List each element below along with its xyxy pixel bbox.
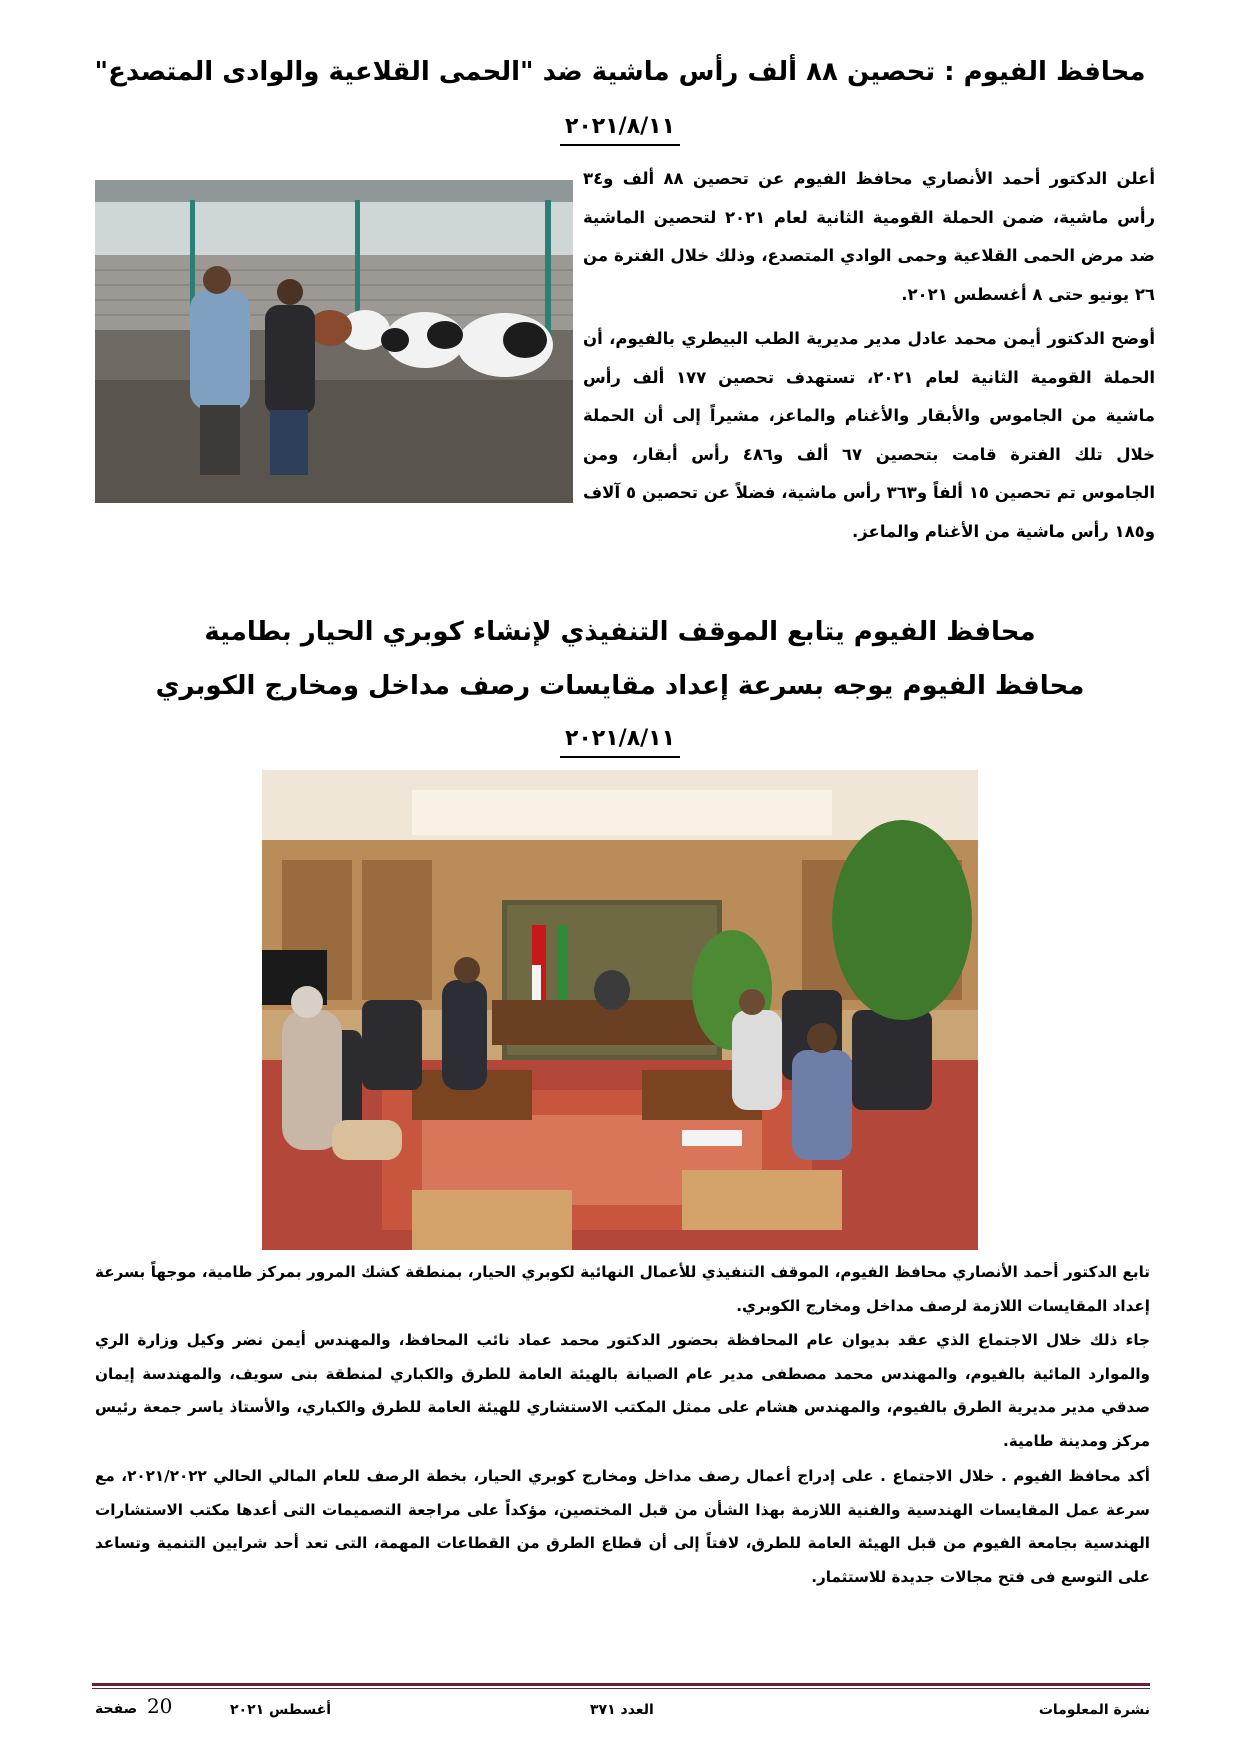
article1-paragraph2: أوضح الدكتور أيمن محمد عادل مدير مديرية الطب البيطري بالفيوم، أن الحملة القومية الثانية لعام ٢٠٢١، تستهدف تحصين ١٧٧ ألف رأس ماشية من الجاموس والأبقار والأغنام والماعز، مشيراً إلى أن الحملة خلال تلك الفترة قامت بتحصين ٦٧ ألف و٤٨٦ رأس أبقار، ومن الجاموس تم تحصين ١٥ ألفاً و٣٦٣ رأس ماشية، فضلاً عن تحصين ٥ آلاف و١٨٥ رأس ماشية من الأغنام والماعز. xyxy=(583,329,1156,541)
footer-page-number: 20 xyxy=(146,1694,173,1718)
article1-title: محافظ الفيوم : تحصين ٨٨ ألف رأس ماشية ضد "الحمى القلاعية والوادى المتصدع" xyxy=(94,57,1146,87)
footer-month: أغسطس ٢٠٢١ xyxy=(230,1702,332,1718)
footer-publication: نشرة المعلومات xyxy=(1038,1702,1150,1718)
article2-subtitle: محافظ الفيوم يوجه بسرعة إعداد مقايسات رصف مداخل ومخارج الكوبري xyxy=(155,671,1085,701)
article1-paragraph1: أعلن الدكتور أحمد الأنصاري محافظ الفيوم عن تحصين ٨٨ ألف و٣٤ رأس ماشية، ضمن الحملة القومية الثانية لعام ٢٠٢١ لتحصين الماشية ضد مرض الحمى القلاعية وحمى الوادي المتصدع، وذلك خلال الفترة من ٢٦ يونيو حتى ٨ أغسطس ٢٠٢١. xyxy=(583,169,1155,304)
footer-rule-thin xyxy=(92,1688,1150,1689)
article2-title: محافظ الفيوم يتابع الموقف التنفيذي لإنشاء كوبري الحيار بطامية xyxy=(204,617,1036,647)
footer-rule xyxy=(92,1683,1150,1686)
footer-page-label: صفحة xyxy=(95,1701,138,1717)
footer-issue: العدد ٣٧١ xyxy=(590,1702,654,1718)
cattle-vaccination-photo xyxy=(95,180,573,503)
footer-page xyxy=(95,1694,172,1718)
meeting-photo xyxy=(262,770,978,1250)
article2-paragraph2: جاء ذلك خلال الاجتماع الذي عقد بديوان عام المحافظة بحضور الدكتور محمد عماد نائب المحافظ، والمهندس أيمن نضر وكيل وزارة الري والموارد المائية بالفيوم، والمهندس محمد مصطفى مدير عام الصيانة بالهيئة العامة للطرق والكباري لمنطقة بنى سويف، والمهندسة إيمان صدقي مدير مديرية الطرق بالفيوم، والمهندس هشام على ممثل المكتب الاستشاري للهيئة العامة للطرق والكباري، والأستاذ ياسر جمعة رئيس مركز ومدينة طامية. xyxy=(95,1331,1150,1450)
article2-date: ٢٠٢١/٨/١١ xyxy=(560,722,680,758)
article1-date: ٢٠٢١/٨/١١ xyxy=(560,110,680,146)
article2-paragraph1: تابع الدكتور أحمد الأنصاري محافظ الفيوم، الموقف التنفيذي للأعمال النهائية لكوبري الحيار، بمنطقة كشك المرور بمركز طامية، موجهاً بسرعة إعداد المقايسات اللازمة لرصف مداخل ومخارج الكوبري. xyxy=(95,1263,1150,1315)
article2-paragraph3: أكد محافظ الفيوم . خلال الاجتماع . على إدراج أعمال رصف مداخل ومخارج كوبري الحيار، بخطة الرصف للعام المالي الحالي ٢٠٢١/٢٠٢٢، مع سرعة عمل المقايسات الهندسية والفنية اللازمة بهذا الشأن من قبل المختصين، مؤكداً على مراجعة التصميمات التى أعدها مكتب الاستشارات الهندسية بجامعة الفيوم من قبل الهيئة العامة للطرق، لافتاً إلى أن قطاع الطرق من القطاعات المهمة، التى تعد أحد شرايين التنمية وتساعد على التوسع فى فتح مجالات جديدة للاستثمار. xyxy=(95,1467,1150,1586)
